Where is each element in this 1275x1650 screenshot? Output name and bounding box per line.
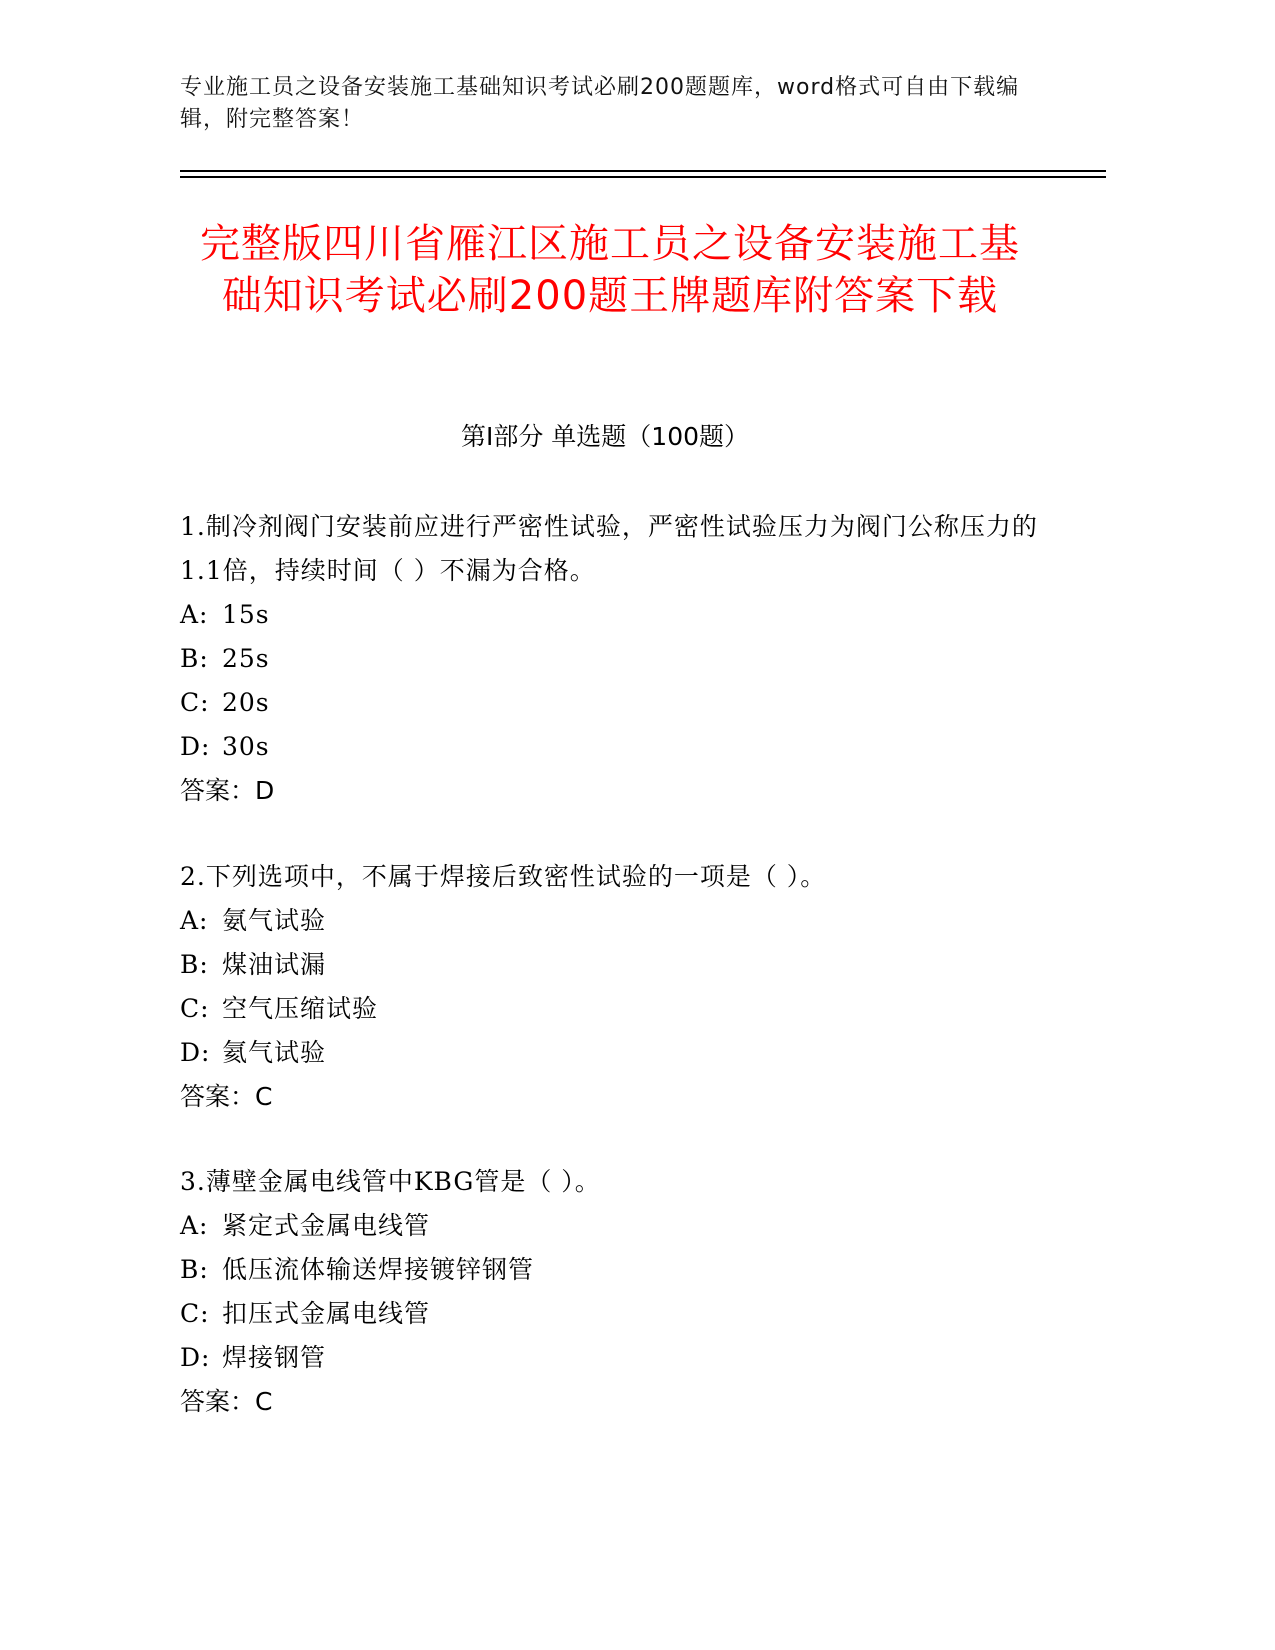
option-letter: D: (180, 732, 211, 761)
option-letter: D: (180, 1038, 211, 1067)
header-note: 专业施工员之设备安装施工基础知识考试必刷200题题库，word格式可自由下载编辑，附完整答案！ (180, 75, 1020, 132)
section-heading: 第Ⅰ部分 单选题（100题） (460, 422, 750, 451)
header-divider-bottom (180, 176, 1106, 178)
header-divider-top (180, 170, 1106, 172)
option-letter: C: (180, 994, 210, 1023)
option-d (180, 1031, 1040, 1075)
question-stem: 1.制冷剂阀门安装前应进行严密性试验，严密性试验压力为阀门公称压力的1.1倍，持续时间（ ）不漏为合格。 (180, 512, 1038, 585)
option-letter: A: (180, 600, 209, 629)
question-stem: 3.薄壁金属电线管中KBG管是（ ）。 (180, 1167, 601, 1196)
option-b (180, 1248, 1040, 1292)
option-c (180, 987, 1040, 1031)
option-text: 空气压缩试验 (222, 994, 379, 1023)
option-d (180, 1336, 1040, 1380)
option-text: 焊接钢管 (222, 1343, 327, 1372)
option-b (180, 637, 1040, 681)
option-a (180, 1204, 1040, 1248)
option-letter: A: (180, 906, 209, 935)
option-letter: B: (180, 644, 209, 673)
option-text: 低压流体输送焊接镀锌钢管 (222, 1255, 535, 1284)
option-letter: B: (180, 950, 209, 979)
option-letter: A: (180, 1211, 209, 1240)
option-c (180, 681, 1040, 725)
option-text: 30s (222, 732, 270, 761)
question-2 (180, 855, 1040, 1119)
option-text: 20s (222, 688, 270, 717)
question-3 (180, 1160, 1040, 1424)
document-title: 完整版四川省雁江区施工员之设备安装施工基础知识考试必刷200题王牌题库附答案下载 (200, 221, 1020, 319)
question-1 (180, 505, 1040, 813)
question-stem: 2.下列选项中，不属于焊接后致密性试验的一项是（ ）。 (180, 862, 827, 891)
option-letter: C: (180, 688, 210, 717)
option-a (180, 593, 1040, 637)
option-d (180, 725, 1040, 769)
option-text: 煤油试漏 (222, 950, 327, 979)
option-text: 氦气试验 (222, 1038, 327, 1067)
option-b (180, 943, 1040, 987)
answer-line: 答案：D (180, 776, 275, 805)
option-letter: D: (180, 1343, 211, 1372)
answer-line: 答案：C (180, 1387, 273, 1416)
option-c (180, 1292, 1040, 1336)
option-text: 紧定式金属电线管 (222, 1211, 431, 1240)
option-text: 氨气试验 (222, 906, 327, 935)
option-text: 15s (222, 600, 270, 629)
option-text: 25s (222, 644, 270, 673)
answer-line: 答案：C (180, 1082, 273, 1111)
option-letter: C: (180, 1299, 210, 1328)
option-text: 扣压式金属电线管 (222, 1299, 431, 1328)
option-letter: B: (180, 1255, 209, 1284)
option-a (180, 899, 1040, 943)
